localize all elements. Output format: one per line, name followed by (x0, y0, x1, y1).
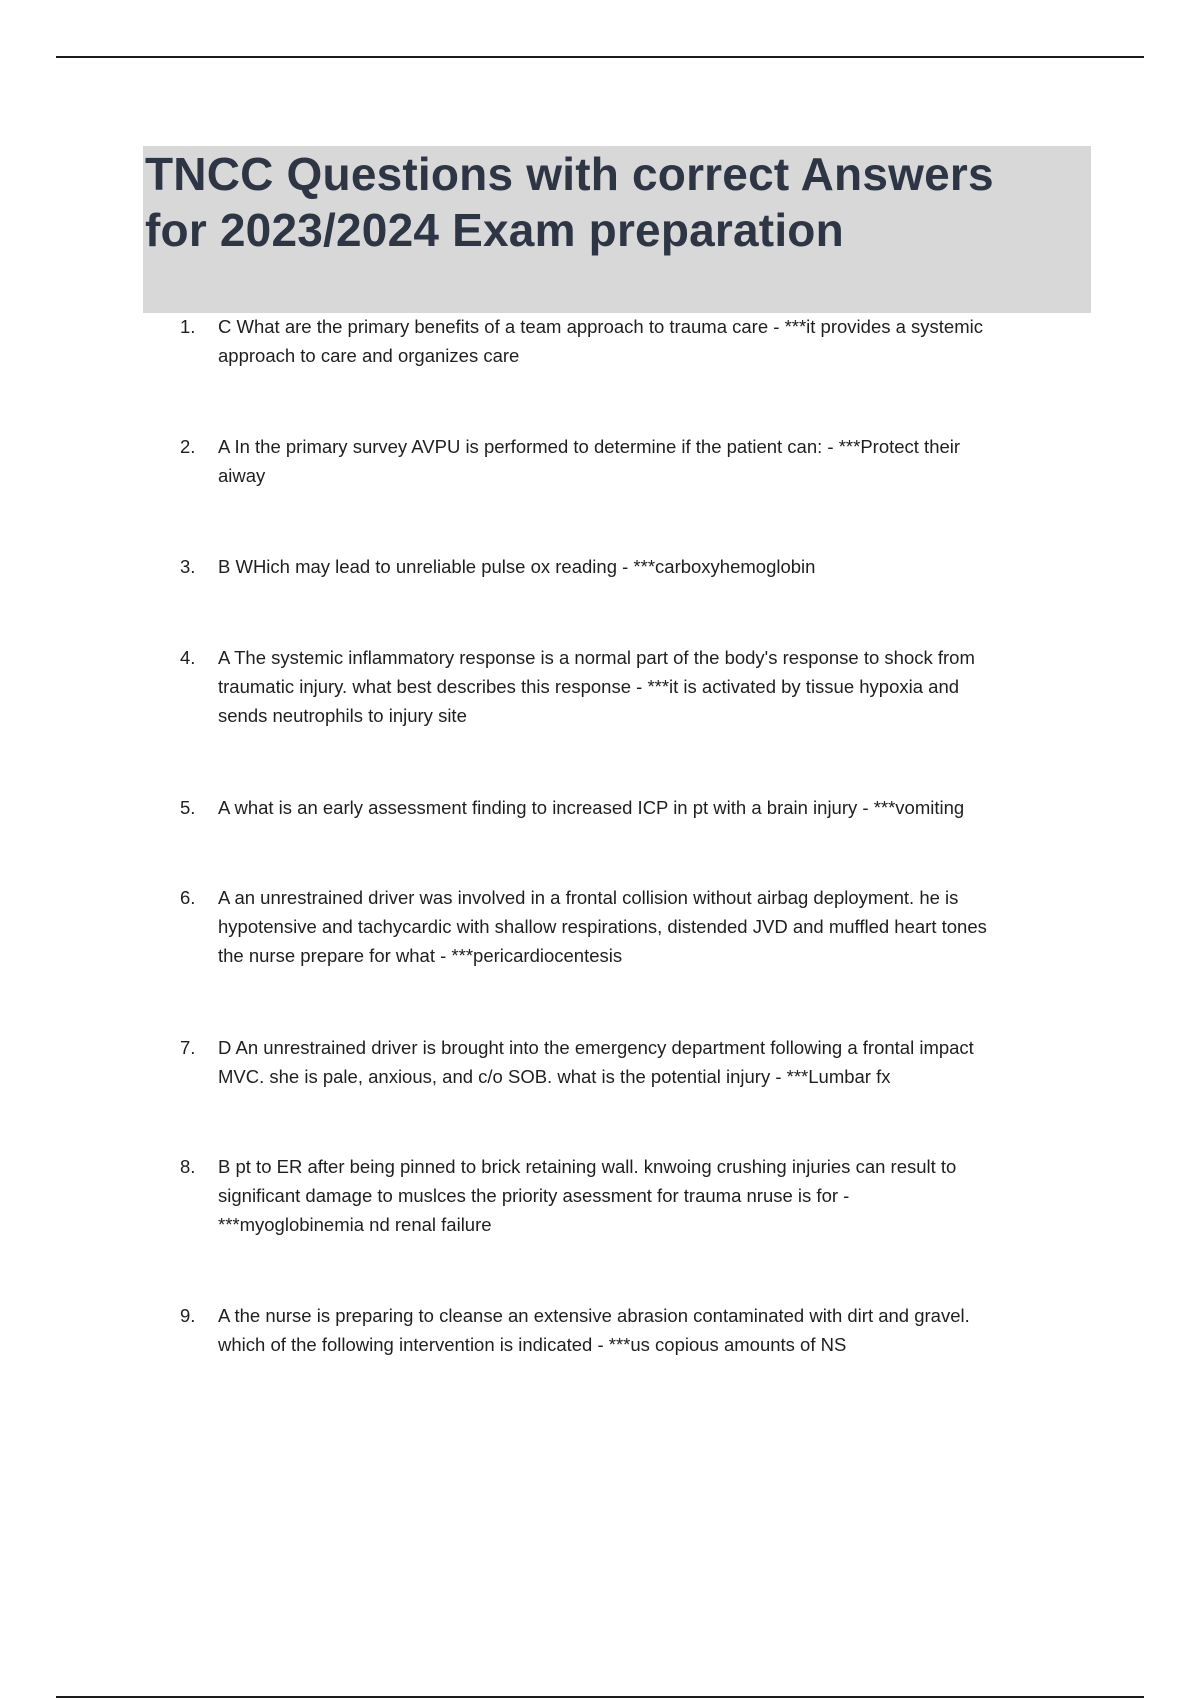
question-number: 4. (180, 647, 196, 668)
question-text: A what is an early assessment finding to increased ICP in pt with a brain injury - ***vomiting (218, 797, 965, 818)
question-number: 8. (180, 1156, 196, 1177)
question-text: A an unrestrained driver was involved in a frontal collision without airbag deployment. he is hypotensive and tachycardic with shallow respirations, distended JVD and muffled heart tones the nurse prepare for what - ***pericardiocentesis (218, 887, 987, 966)
bottom-rule (56, 1696, 1144, 1698)
question-number: 2. (180, 436, 196, 457)
page-title (143, 146, 1091, 258)
question-text: A the nurse is preparing to cleanse an extensive abrasion contaminated with dirt and gravel. which of the following intervention is indicated - ***us copious amounts of NS (218, 1305, 970, 1355)
question-text: A The systemic inflammatory response is a normal part of the body's response to shock from traumatic injury. what best describes this response - ***it is activated by tissue hypoxia and sends neutrophils to injury site (218, 647, 975, 726)
question-text: D An unrestrained driver is brought into the emergency department following a frontal impact MVC. she is pale, anxious, and c/o SOB. what is the potential injury - ***Lumbar fx (218, 1037, 974, 1087)
question-number: 1. (180, 316, 196, 337)
top-rule (56, 56, 1144, 58)
question-text: C What are the primary benefits of a team approach to trauma care - ***it provides a systemic approach to care and organizes care (218, 316, 983, 366)
title-line-2: for 2023/2024 Exam preparation (145, 204, 844, 256)
question-number: 5. (180, 797, 196, 818)
title-banner (143, 146, 1091, 313)
question-text: A In the primary survey AVPU is performed to determine if the patient can: - ***Protect their aiway (218, 436, 961, 486)
question-number: 7. (180, 1037, 196, 1058)
question-number: 3. (180, 556, 196, 577)
question-number: 6. (180, 887, 196, 908)
question-text: B pt to ER after being pinned to brick retaining wall. knwoing crushing injuries can result to significant damage to muslces the priority asessment for trauma nruse is for - ***myoglobinemia nd renal failure (218, 1156, 957, 1235)
question-number: 9. (180, 1305, 196, 1326)
question-text: B WHich may lead to unreliable pulse ox reading - ***carboxyhemoglobin (218, 556, 816, 577)
title-line-1: TNCC Questions with correct Answers (145, 148, 994, 200)
